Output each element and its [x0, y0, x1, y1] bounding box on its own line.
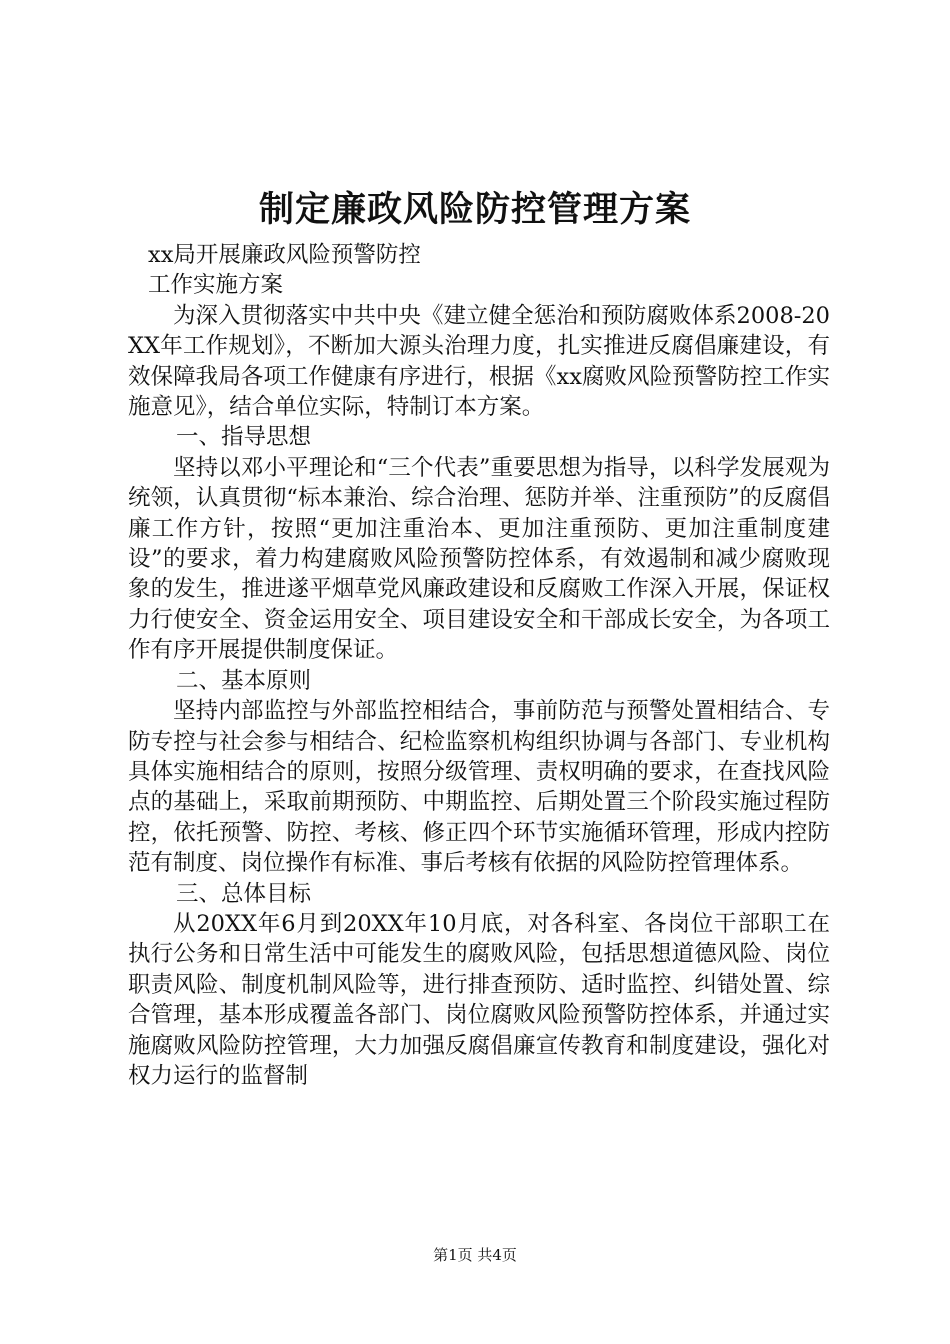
intro-paragraph: 为深入贯彻落实中共中央《建立健全惩治和预防腐败体系2008-20XX年工作规划》，不断加大源头治理力度，扎实推进反腐倡廉建设，有效保障我局各项工作健康有序进行，根据《xx腐败风险预警防控工作实施意见》，结合单位实际，特制订本方案。 — [128, 302, 830, 421]
section-heading-basic-principles: 二、基本原则 — [176, 667, 312, 694]
subtitle-line-2: 工作实施方案 — [148, 272, 284, 299]
section-paragraph-guiding-thought: 坚持以邓小平理论和“三个代表”重要思想为指导，以科学发展观为统领，认真贯彻“标本兼治、综合治理、惩防并举、注重预防”的反腐倡廉工作方针，按照“更加注重治本、更加注重预防、更加注重制度建设”的要求，着力构建腐败风险预警防控体系，有效遏制和减少腐败现象的发生，推进遂平烟草党风廉政建设和反腐败工作深入开展，保证权力行使安全、资金运用安全、项目建设安全和干部成长安全，为各项工作有序开展提供制度保证。 — [128, 454, 830, 664]
section-heading-overall-goals: 三、总体目标 — [176, 880, 312, 907]
section-heading-guiding-thought: 一、指导思想 — [176, 424, 312, 451]
subtitle-line-1: xx局开展廉政风险预警防控 — [148, 242, 421, 268]
document-body — [128, 240, 830, 1091]
section-paragraph-basic-principles: 坚持内部监控与外部监控相结合，事前防范与预警处置相结合、专防专控与社会参与相结合、纪检监察机构组织协调与各部门、专业机构具体实施相结合的原则，按照分级管理、责权明确的要求，在查找风险点的基础上，采取前期预防、中期监控、后期处置三个阶段实施过程防控，依托预警、防控、考核、修正四个环节实施循环管理，形成内控防范有制度、岗位操作有标准、事后考核有依据的风险防控管理体系。 — [128, 698, 830, 877]
document-title: 制定廉政风险防控管理方案 — [258, 189, 691, 230]
section-paragraph-overall-goals: 从20XX年6月到20XX年10月底，对各科室、各岗位干部职工在执行公务和日常生活中可能发生的腐败风险，包括思想道德风险、岗位职责风险、制度机制风险等，进行排查预防、适时监控、纠错处置、综合管理，基本形成覆盖各部门、岗位腐败风险预警防控体系，并通过实施腐败风险防控管理，大力加强反腐倡廉宣传教育和制度建设，强化对权力运行的监督制 — [128, 910, 830, 1089]
page-footer: 第1页 共4页 — [433, 1246, 517, 1264]
